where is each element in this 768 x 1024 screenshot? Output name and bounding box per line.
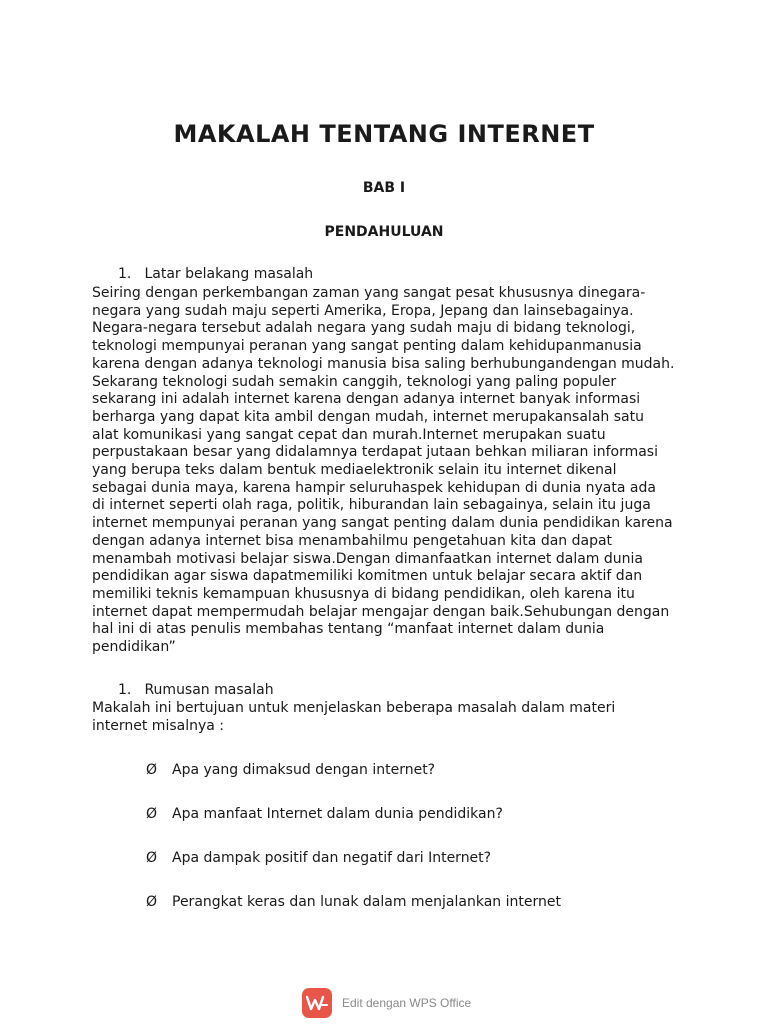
section-heading-text: Latar belakang masalah — [144, 266, 314, 282]
section-number: 1. — [118, 682, 132, 698]
section-heading-text: Rumusan masalah — [144, 682, 274, 698]
wps-label: Edit dengan WPS Office — [342, 996, 472, 1010]
wps-w-mark — [306, 995, 328, 1011]
chapter-title: PENDAHULUAN — [324, 224, 444, 240]
body-line: memiliki teknis kemampuan khususnya di bidang pendidikan, oleh karena itu — [92, 585, 635, 602]
body-line: pendidikan agar siswa dapatmemiliki komitmen untuk belajar secara aktif dan — [92, 568, 643, 585]
chapter-label: BAB I — [362, 180, 406, 196]
bullet-symbol: Ø — [146, 762, 158, 778]
body-line: negara yang sudah maju seperti Amerika, Eropa, Jepang dan lainsebagainya. — [92, 302, 634, 319]
section-number: 1. — [118, 266, 132, 282]
body-line: internet mempunyai peranan yang sangat penting dalam dunia pendidikan karena — [92, 515, 673, 532]
bullet-symbol: Ø — [146, 806, 158, 822]
body-line: pendidikan” — [92, 639, 176, 656]
list-item-text: Apa dampak positif dan negatif dari Internet? — [172, 850, 492, 866]
list-item — [146, 892, 561, 936]
body-line: alat komunikasi yang sangat cepat dan murah.Internet merupakan suatu — [92, 426, 606, 443]
body-line: internet misalnya : — [92, 717, 224, 734]
document-title: MAKALAH TENTANG INTERNET — [173, 120, 595, 148]
list-item — [146, 848, 561, 892]
question-list — [146, 760, 561, 936]
list-item — [146, 804, 561, 848]
body-line: sebagai dunia maya, karena hampir seluruhaspek kehidupan di dunia nyata ada — [92, 479, 656, 496]
section-heading-rumusan-masalah — [118, 682, 274, 698]
body-line: teknologi mempunyai peranan yang sangat penting dalam kehidupanmanusia — [92, 338, 642, 355]
section-body-rumusan-masalah — [92, 700, 682, 735]
body-line: Sekarang teknologi sudah semakin canggih, teknologi yang paling populer — [92, 373, 617, 390]
body-line: menambah motivasi belajar siswa.Dengan dimanfaatkan internet dalam dunia — [92, 550, 643, 567]
section-heading-latar-belakang — [118, 266, 313, 282]
body-line: internet dapat mempermudah belajar mengajar dengan baik.Sehubungan dengan — [92, 603, 670, 620]
body-line: sekarang ini adalah internet karena dengan adanya internet banyak informasi — [92, 391, 641, 408]
body-line: di internet seperti olah raga, politik, hiburandan lain sebagainya, selain itu juga — [92, 497, 651, 514]
body-line: berharga yang dapat kita ambil dengan mudah, internet merupakansalah satu — [92, 408, 644, 425]
body-line: dengan adanya internet bisa menambahilmu pengetahuan kita dan dapat — [92, 532, 613, 549]
list-item — [146, 760, 561, 804]
list-item-text: Perangkat keras dan lunak dalam menjalankan internet — [172, 894, 561, 910]
edit-with-wps-button[interactable] — [302, 988, 471, 1018]
body-line: Negara-negara tersebut adalah negara yang sudah maju di bidang teknologi, — [92, 320, 636, 337]
section-body-latar-belakang — [92, 285, 682, 657]
bullet-symbol: Ø — [146, 894, 158, 910]
list-item-text: Apa yang dimaksud dengan internet? — [172, 762, 436, 778]
list-item-text: Apa manfaat Internet dalam dunia pendidikan? — [172, 806, 503, 822]
body-line: yang berupa teks dalam bentuk mediaelektronik selain itu internet dikenal — [92, 462, 617, 479]
body-line: Seiring dengan perkembangan zaman yang sangat pesat khususnya dinegara- — [92, 285, 646, 301]
bullet-symbol: Ø — [146, 850, 158, 866]
body-line: perpustakaan besar yang didalamnya terdapat jutaan behkan miliaran informasi — [92, 444, 658, 461]
wps-office-logo-icon — [302, 988, 332, 1018]
body-line: Makalah ini bertujuan untuk menjelaskan beberapa masalah dalam materi — [92, 700, 616, 716]
body-line: karena dengan adanya teknologi manusia bisa saling berhubungandengan mudah. — [92, 355, 675, 372]
body-line: hal ini di atas penulis membahas tentang “manfaat internet dalam dunia — [92, 621, 605, 638]
